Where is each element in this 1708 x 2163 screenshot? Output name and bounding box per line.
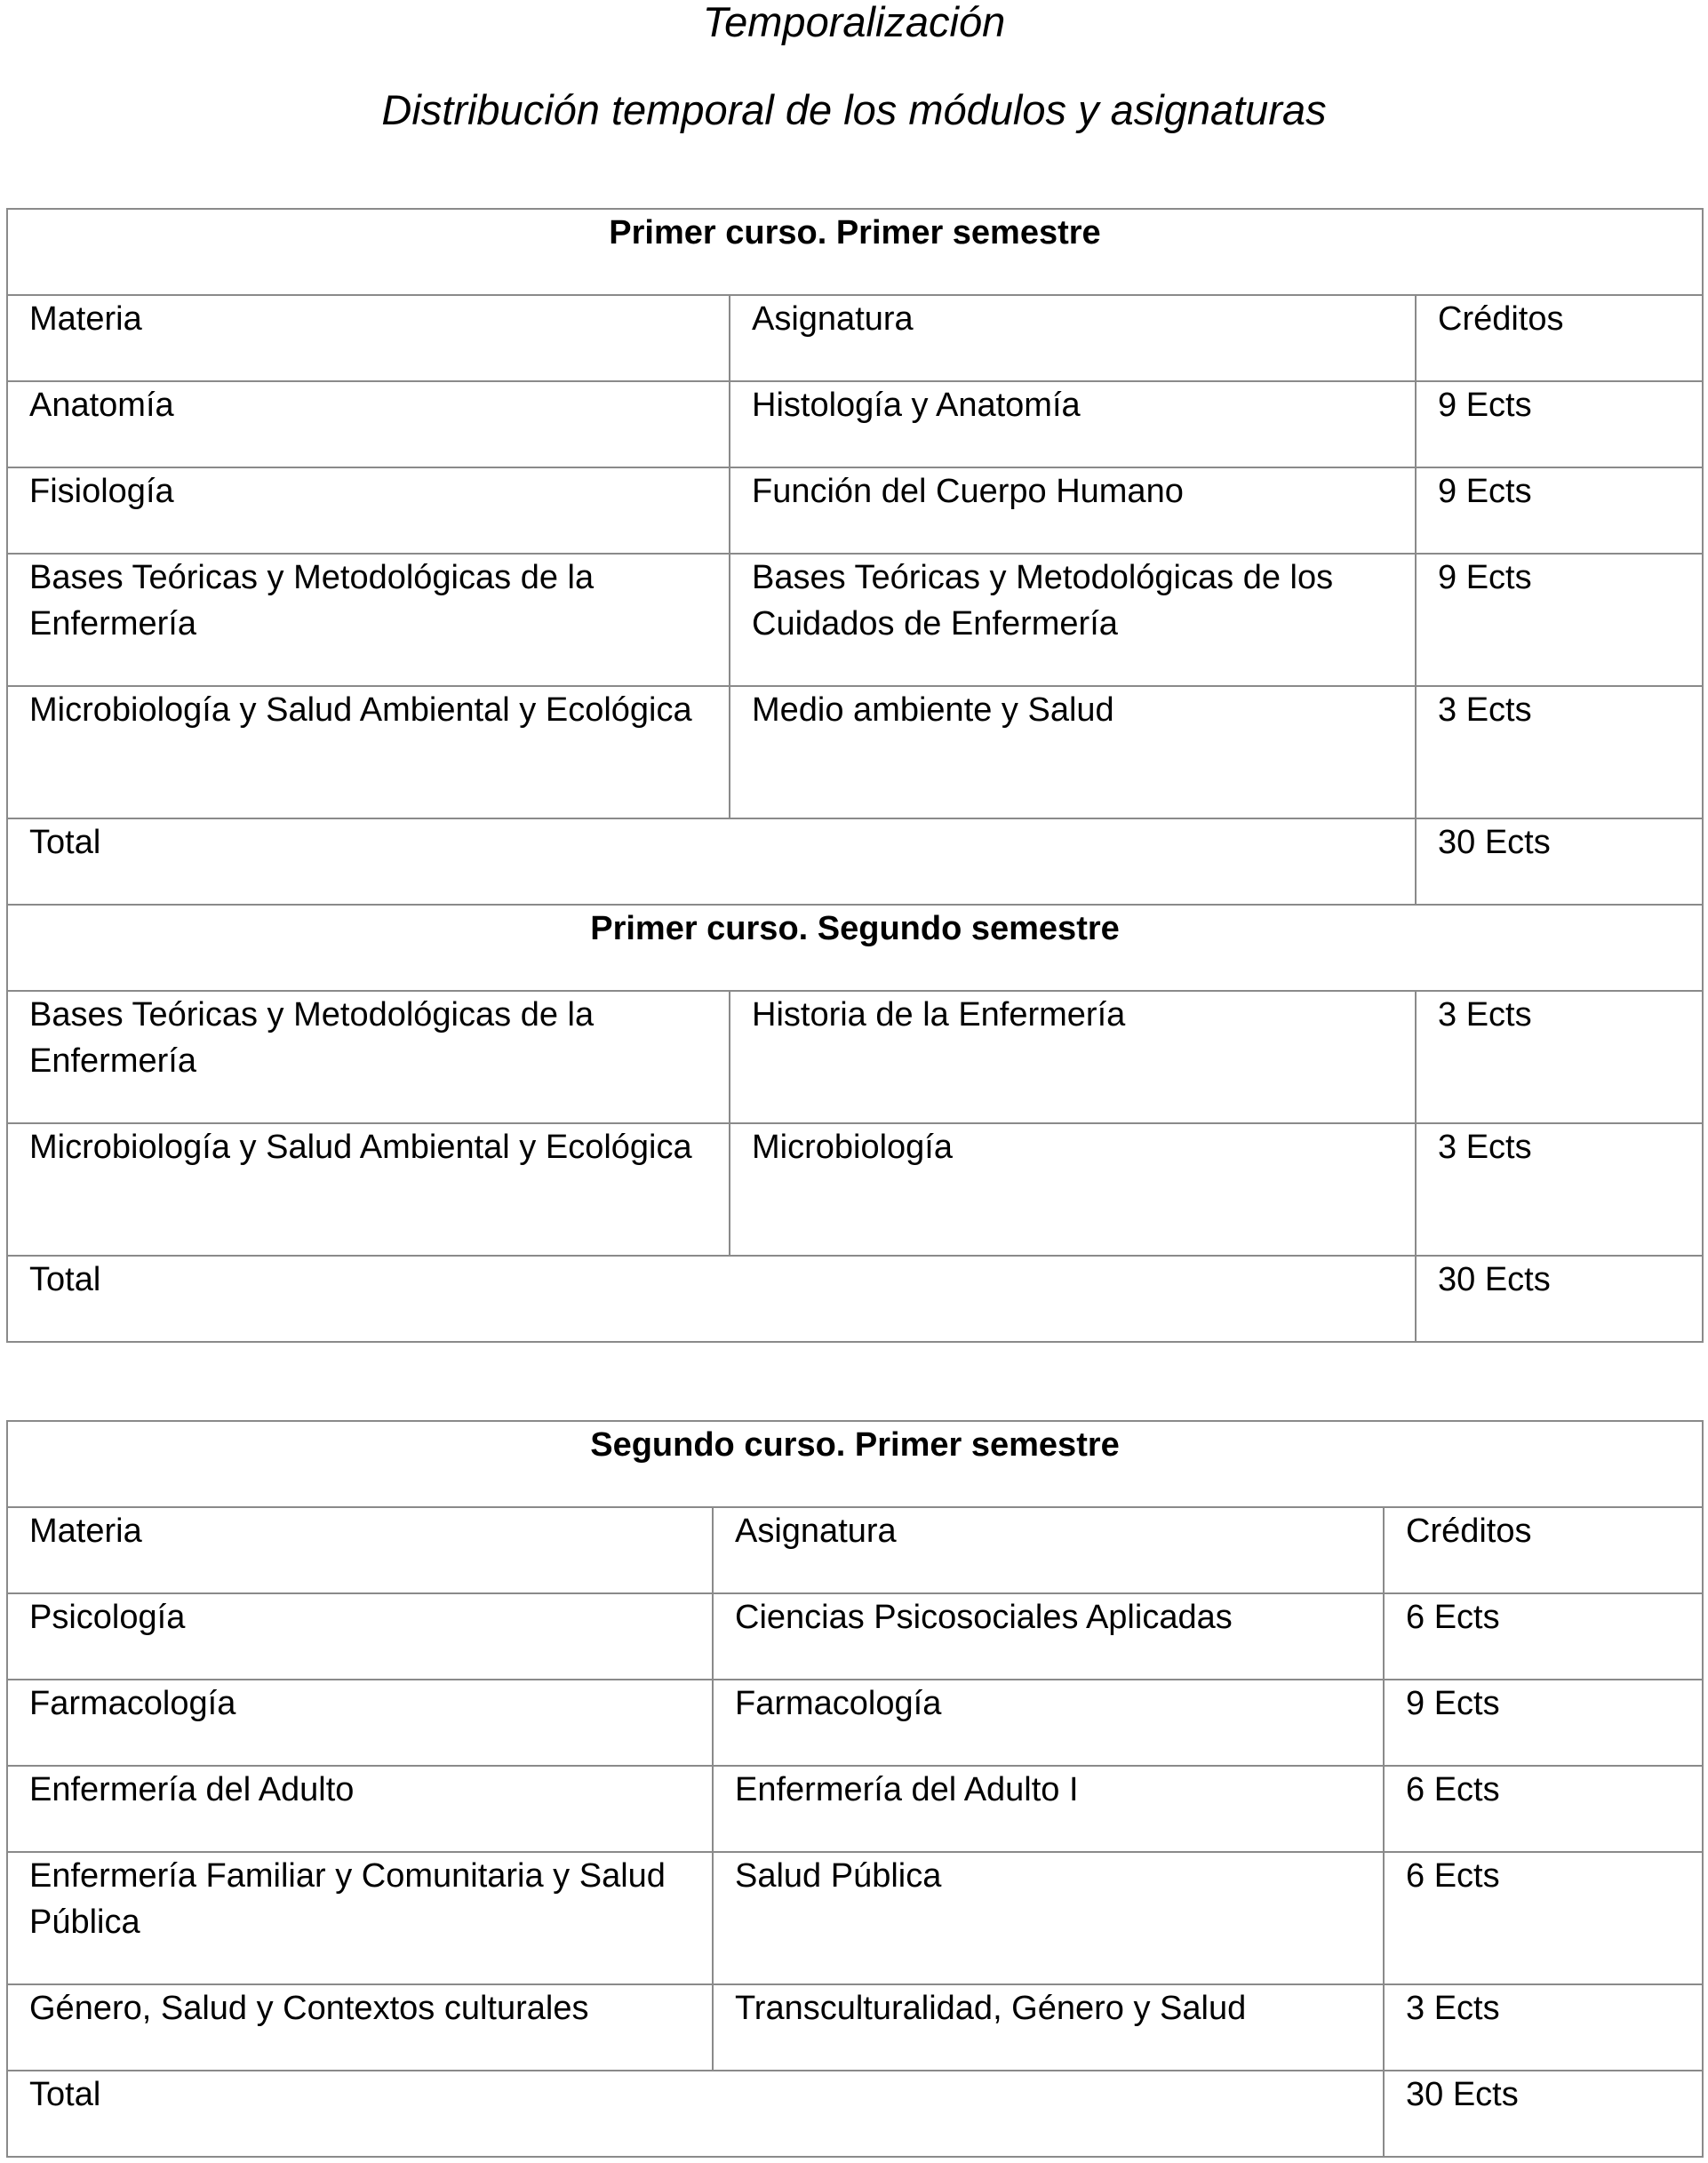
asignatura-cell: Salud Pública (713, 1852, 1384, 1984)
asignatura-cell: Medio ambiente y Salud (730, 686, 1416, 818)
asignatura-cell: Microbiología (730, 1123, 1416, 1256)
section-heading-row (7, 905, 1703, 991)
first-year-table (6, 208, 1704, 1343)
second-year-table (6, 1420, 1704, 2158)
section-heading-row (7, 1421, 1703, 1507)
asignatura-cell: Histología y Anatomía (730, 381, 1416, 467)
asignatura-cell: Bases Teóricas y Metodológicas de los Cuidados de Enfermería (730, 554, 1416, 686)
creditos-cell: 3 Ects (1416, 686, 1703, 818)
materia-cell: Microbiología y Salud Ambiental y Ecológica (7, 1123, 730, 1256)
materia-cell: Psicología (7, 1593, 713, 1680)
column-header-row (7, 295, 1703, 381)
column-header-materia: Materia (7, 1507, 713, 1593)
column-header-asignatura: Asignatura (713, 1507, 1384, 1593)
total-value: 30 Ects (1384, 2071, 1703, 2157)
creditos-cell: 9 Ects (1416, 554, 1703, 686)
table-row (7, 1593, 1703, 1680)
total-label: Total (7, 2071, 1384, 2157)
total-label: Total (7, 1256, 1416, 1342)
table-row (7, 1123, 1703, 1256)
column-header-creditos: Créditos (1384, 1507, 1703, 1593)
materia-cell: Farmacología (7, 1680, 713, 1766)
total-value: 30 Ects (1416, 1256, 1703, 1342)
creditos-cell: 9 Ects (1384, 1680, 1703, 1766)
table-row (7, 381, 1703, 467)
total-value: 30 Ects (1416, 818, 1703, 905)
asignatura-cell: Ciencias Psicosociales Aplicadas (713, 1593, 1384, 1680)
materia-cell: Bases Teóricas y Metodológicas de la Enfermería (7, 991, 730, 1123)
section-heading: Primer curso. Primer semestre (7, 209, 1703, 295)
materia-cell: Anatomía (7, 381, 730, 467)
page-title: Temporalización (702, 0, 1006, 45)
table-row (7, 1680, 1703, 1766)
materia-cell: Bases Teóricas y Metodológicas de la Enfermería (7, 554, 730, 686)
total-row (7, 1256, 1703, 1342)
column-header-row (7, 1507, 1703, 1593)
creditos-cell: 6 Ects (1384, 1852, 1703, 1984)
section-heading: Primer curso. Segundo semestre (7, 905, 1703, 991)
total-row (7, 818, 1703, 905)
materia-cell: Enfermería del Adulto (7, 1766, 713, 1852)
asignatura-cell: Función del Cuerpo Humano (730, 467, 1416, 554)
asignatura-cell: Transculturalidad, Género y Salud (713, 1984, 1384, 2071)
creditos-cell: 9 Ects (1416, 381, 1703, 467)
table-row (7, 991, 1703, 1123)
section-heading: Segundo curso. Primer semestre (7, 1421, 1703, 1507)
creditos-cell: 3 Ects (1384, 1984, 1703, 2071)
table-row (7, 1852, 1703, 1984)
section-heading-row (7, 209, 1703, 295)
table-row (7, 1766, 1703, 1852)
column-header-creditos: Créditos (1416, 295, 1703, 381)
creditos-cell: 3 Ects (1416, 1123, 1703, 1256)
asignatura-cell: Historia de la Enfermería (730, 991, 1416, 1123)
table-row (7, 686, 1703, 818)
creditos-cell: 6 Ects (1384, 1766, 1703, 1852)
column-header-asignatura: Asignatura (730, 295, 1416, 381)
materia-cell: Enfermería Familiar y Comunitaria y Salud Pública (7, 1852, 713, 1984)
column-header-materia: Materia (7, 295, 730, 381)
table-row (7, 1984, 1703, 2071)
table-row (7, 467, 1703, 554)
page-subtitle: Distribución temporal de los módulos y asignaturas (381, 86, 1327, 133)
total-row (7, 2071, 1703, 2157)
creditos-cell: 3 Ects (1416, 991, 1703, 1123)
materia-cell: Género, Salud y Contextos culturales (7, 1984, 713, 2071)
materia-cell: Fisiología (7, 467, 730, 554)
total-label: Total (7, 818, 1416, 905)
creditos-cell: 9 Ects (1416, 467, 1703, 554)
table-row (7, 554, 1703, 686)
asignatura-cell: Enfermería del Adulto I (713, 1766, 1384, 1852)
asignatura-cell: Farmacología (713, 1680, 1384, 1766)
materia-cell: Microbiología y Salud Ambiental y Ecológica (7, 686, 730, 818)
creditos-cell: 6 Ects (1384, 1593, 1703, 1680)
